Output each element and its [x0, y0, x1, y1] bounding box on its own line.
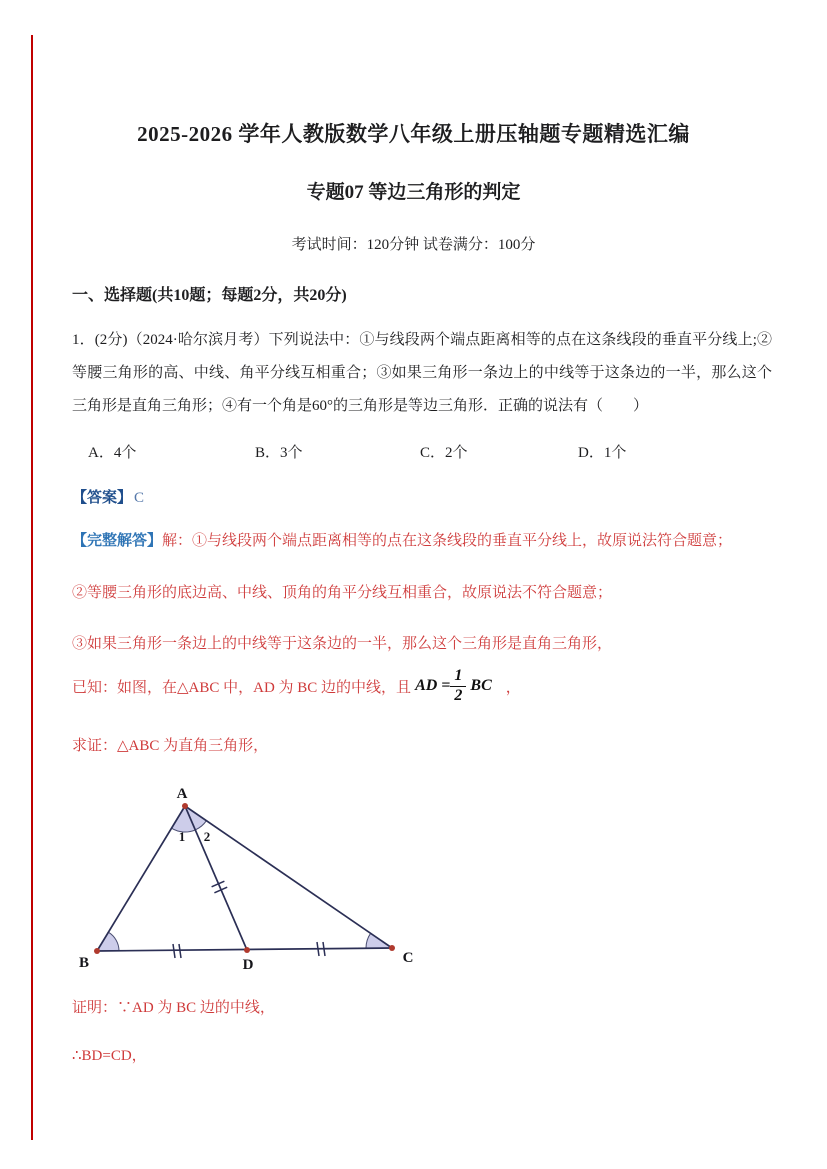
- triangle-abc-diagram: [70, 778, 430, 986]
- equal-tick-marks: [173, 881, 325, 958]
- option-c: C．2个: [420, 445, 468, 461]
- solution-step-1-text: 解：①与线段两个端点距离相等的点在这条线段的垂直平分线上，故原说法符合题意；: [162, 533, 733, 549]
- option-b: B．3个: [255, 445, 303, 461]
- formula-lhs: AD: [415, 676, 438, 694]
- tick-dc-1: [317, 942, 319, 956]
- vertex-dot-c: [389, 945, 395, 951]
- vertex-dot-b: [94, 948, 100, 954]
- formula-fraction: [450, 668, 466, 705]
- document-subtitle: 专题07 等边三角形的判定: [306, 182, 521, 203]
- option-d: D．1个: [578, 445, 627, 461]
- tick-dc-2: [323, 942, 325, 956]
- vertex-label-b: B: [78, 955, 90, 971]
- exam-info: 考试时间：120分钟 试卷满分：100分: [291, 237, 536, 253]
- vertex-label-c: C: [402, 950, 414, 966]
- median-formula: [411, 668, 496, 705]
- angle-b-arc: [97, 932, 119, 951]
- question-1-text: 1．(2分)（2024·哈尔滨月考）下列说法中：①与线段两个端点距离相等的点在这条线段的垂直平分线上;②等腰三角形的高、中线、角平分线互相重合；③如果三角形一条边上的中线等于这条边的一半，那么这个三角形是直角三角形；④有一个角是60°的三角形是等边三角形．正确的说法有（ ）: [72, 332, 772, 414]
- option-a: A．4个: [88, 445, 137, 461]
- tick-bd-1: [173, 944, 175, 958]
- side-ab: [97, 806, 185, 951]
- angle-label-1: 1: [178, 829, 186, 844]
- proof-line-1: 证明：∵AD 为 BC 边的中线，: [72, 1000, 275, 1016]
- solution-step-1: [72, 529, 782, 550]
- answer-value: C: [134, 490, 145, 506]
- vertex-label-d: D: [242, 957, 254, 973]
- triangle-figure: [70, 778, 430, 986]
- vertex-dot-d: [244, 947, 250, 953]
- answer-line: [72, 486, 144, 507]
- formula-equals: =: [441, 676, 451, 694]
- vertex-label-a: A: [176, 786, 188, 802]
- solution-label: 【完整解答】: [72, 533, 163, 549]
- fraction-denominator: 2: [454, 686, 463, 704]
- solution-prove-line: 求证：△ABC 为直角三角形，: [72, 738, 269, 754]
- angle-label-2: 2: [203, 829, 211, 844]
- fraction-numerator: 1: [450, 668, 466, 687]
- vertex-dot-a: [182, 803, 188, 809]
- solution-given-line: [72, 668, 782, 705]
- solution-step-2: ②等腰三角形的底边高、中线、顶角的角平分线互相重合，故原说法不符合题意；: [72, 585, 613, 601]
- solution-step-3: ③如果三角形一条边上的中线等于这条边的一半，那么这个三角形是直角三角形，: [72, 636, 613, 652]
- answer-label: 【答案】: [72, 490, 133, 506]
- section-heading: 一、选择题(共10题；每题2分，共20分): [72, 287, 347, 304]
- tick-bd-2: [179, 944, 181, 958]
- proof-line-2: ∴BD=CD，: [72, 1048, 147, 1064]
- question-1-options: [72, 441, 792, 463]
- document-title: 2025-2026 学年人教版数学八年级上册压轴题专题精选汇编: [137, 122, 690, 146]
- formula-rhs: BC: [470, 676, 492, 694]
- given-prefix: 已知：如图，在△ABC 中，AD 为 BC 边的中线，且: [72, 679, 412, 696]
- given-suffix: ，: [505, 679, 521, 696]
